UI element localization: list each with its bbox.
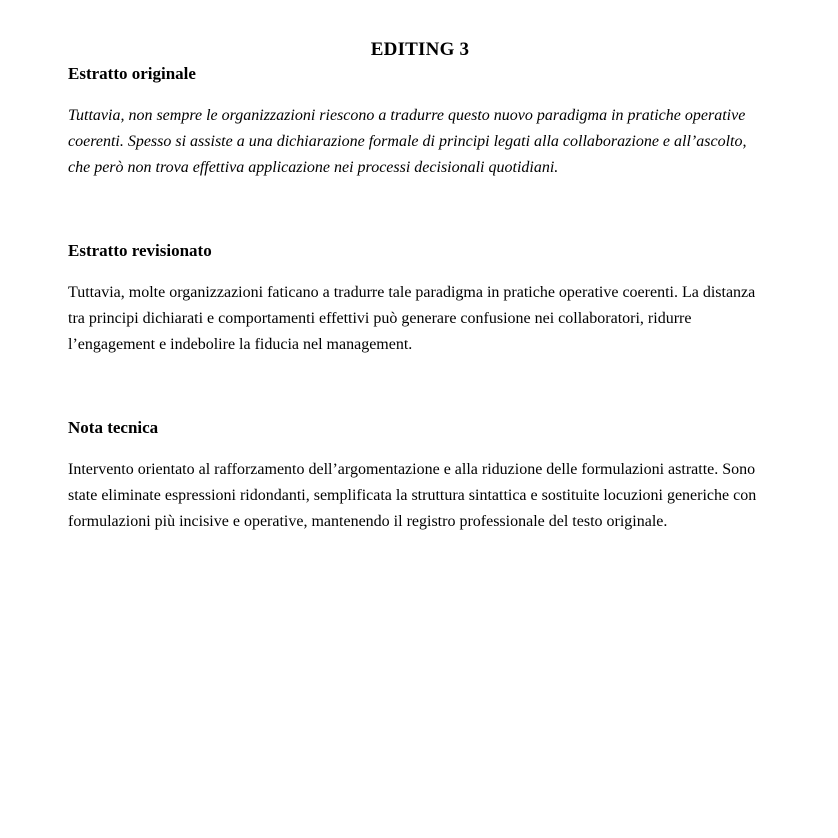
- section-estratto-revisionato: [68, 239, 772, 358]
- section-heading-estratto-revisionato: Estratto revisionato: [68, 241, 212, 260]
- section-body-nota-tecnica: Intervento orientato al rafforzamento dell’argomentazione e alla riduzione delle formulazioni astratte. Sono state eliminate espressioni ridondanti, semplificata la struttura sintattica e sostituite locuzioni generiche con formulazioni più incisive e operative, mantenendo il registro professionale del testo originale.: [68, 461, 757, 530]
- section-body-estratto-originale: Tuttavia, non sempre le organizzazioni riescono a tradurre questo nuovo paradigma in pratiche operative coerenti. Spesso si assiste a una dichiarazione formale di principi legati alla collaborazione e all’ascolto, che però non trova effettiva applicazione nei processi decisionali quotidiani.: [68, 107, 747, 176]
- section-body-estratto-revisionato: Tuttavia, molte organizzazioni faticano a tradurre tale paradigma in pratiche operative coerenti. La distanza tra principi dichiarati e comportamenti effettivi può generare confusione nei collaboratori, ridurre l’engagement e indebolire la fiducia nel management.: [68, 284, 756, 353]
- section-heading-estratto-originale: Estratto originale: [68, 64, 196, 83]
- section-nota-tecnica: [68, 416, 772, 535]
- section-heading-nota-tecnica: Nota tecnica: [68, 418, 159, 437]
- document-title: EDITING 3: [370, 39, 470, 60]
- section-estratto-originale: [68, 62, 772, 181]
